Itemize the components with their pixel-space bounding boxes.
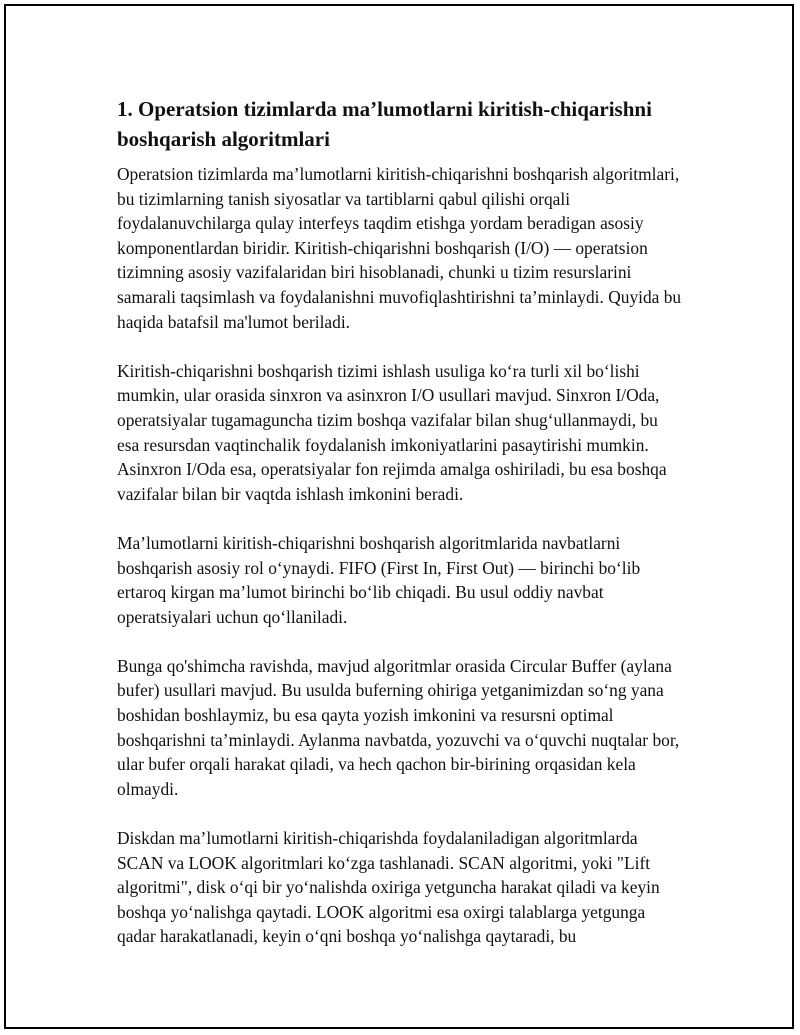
document-body	[117, 94, 682, 974]
paragraph-intro: Operatsion tizimlarda ma’lumotlarni kiritish-chiqarishni boshqarish algoritmlari, bu tizimlarning tanish siyosatlar va tartiblarni qabul qilishi orqali foydalanuvchilarga qulay interfeys taqdim etishga yordam beradigan asosiy komponentlardan biridir. Kiritish-chiqarishni boshqarish (I/O) — operatsion tizimning asosiy vazifalaridan biri hisoblanadi, chunki u tizim resurslarini samarali taqsimlash va foydalanishni muvofiqlashtirishni ta’minlaydi. Quyida bu haqida batafsil ma'lumot beriladi.	[117, 164, 682, 332]
paragraph-scan-look: Diskdan ma’lumotlarni kiritish-chiqarishda foydalaniladigan algoritmlarda SCAN va LOOK algoritmlari ko‘zga tashlanadi. SCAN algoritmi, yoki "Lift algoritmi", disk o‘qi bir yo‘nalishda oxiriga yetguncha harakat qiladi va keyin boshqa yo‘nalishga qaytadi. LOOK algoritmi esa oxirgi talablarga yetgunga qadar harakatlanadi, keyin o‘qni boshqa yo‘nalishga qaytaradi, bu	[117, 828, 660, 947]
paragraph-sync-async: Kiritish-chiqarishni boshqarish tizimi ishlash usuliga ko‘ra turli xil bo‘lishi mumkin, ular orasida sinxron va asinxron I/O usullari mavjud. Sinxron I/Oda, operatsiyalar tugamaguncha tizim boshqa vazifalar bilan shug‘ullanmaydi, bu esa resursdan vaqtinchalik foydalanish imkoniyatlarini pasaytirishi mumkin. Asinxron I/Oda esa, operatsiyalar fon rejimda amalga oshiriladi, bu esa boshqa vazifalar bilan bir vaqtda ishlash imkonini beradi.	[117, 360, 667, 504]
paragraph-fifo: Ma’lumotlarni kiritish-chiqarishni boshqarish algoritmlarida navbatlarni boshqarish asosiy rol o‘ynaydi. FIFO (First In, First Out) — birinchi bo‘lib ertaroq kirgan ma’lumot birinchi bo‘lib chiqadi. Bu usul oddiy navbat operatsiyalari uchun qo‘llaniladi.	[117, 532, 641, 627]
paragraph-circular-buffer: Bunga qo'shimcha ravishda, mavjud algoritmlar orasida Circular Buffer (aylana bufer) usullari mavjud. Bu usulda buferning ohiriga yetganimizdan so‘ng yana boshidan boshlaymiz, bu esa qayta yozish imkonini va resursni optimal boshqarishni ta’minlaydi. Aylanma navbatda, yozuvchi va o‘quvchi nuqtalar bor, ular bufer orqali harakat qiladi, va hech qachon bir-birining orqasidan kela olmaydi.	[117, 655, 680, 799]
section-heading: 1. Operatsion tizimlarda ma’lumotlarni kiritish-chiqarishni boshqarish algoritmlari	[117, 97, 652, 151]
